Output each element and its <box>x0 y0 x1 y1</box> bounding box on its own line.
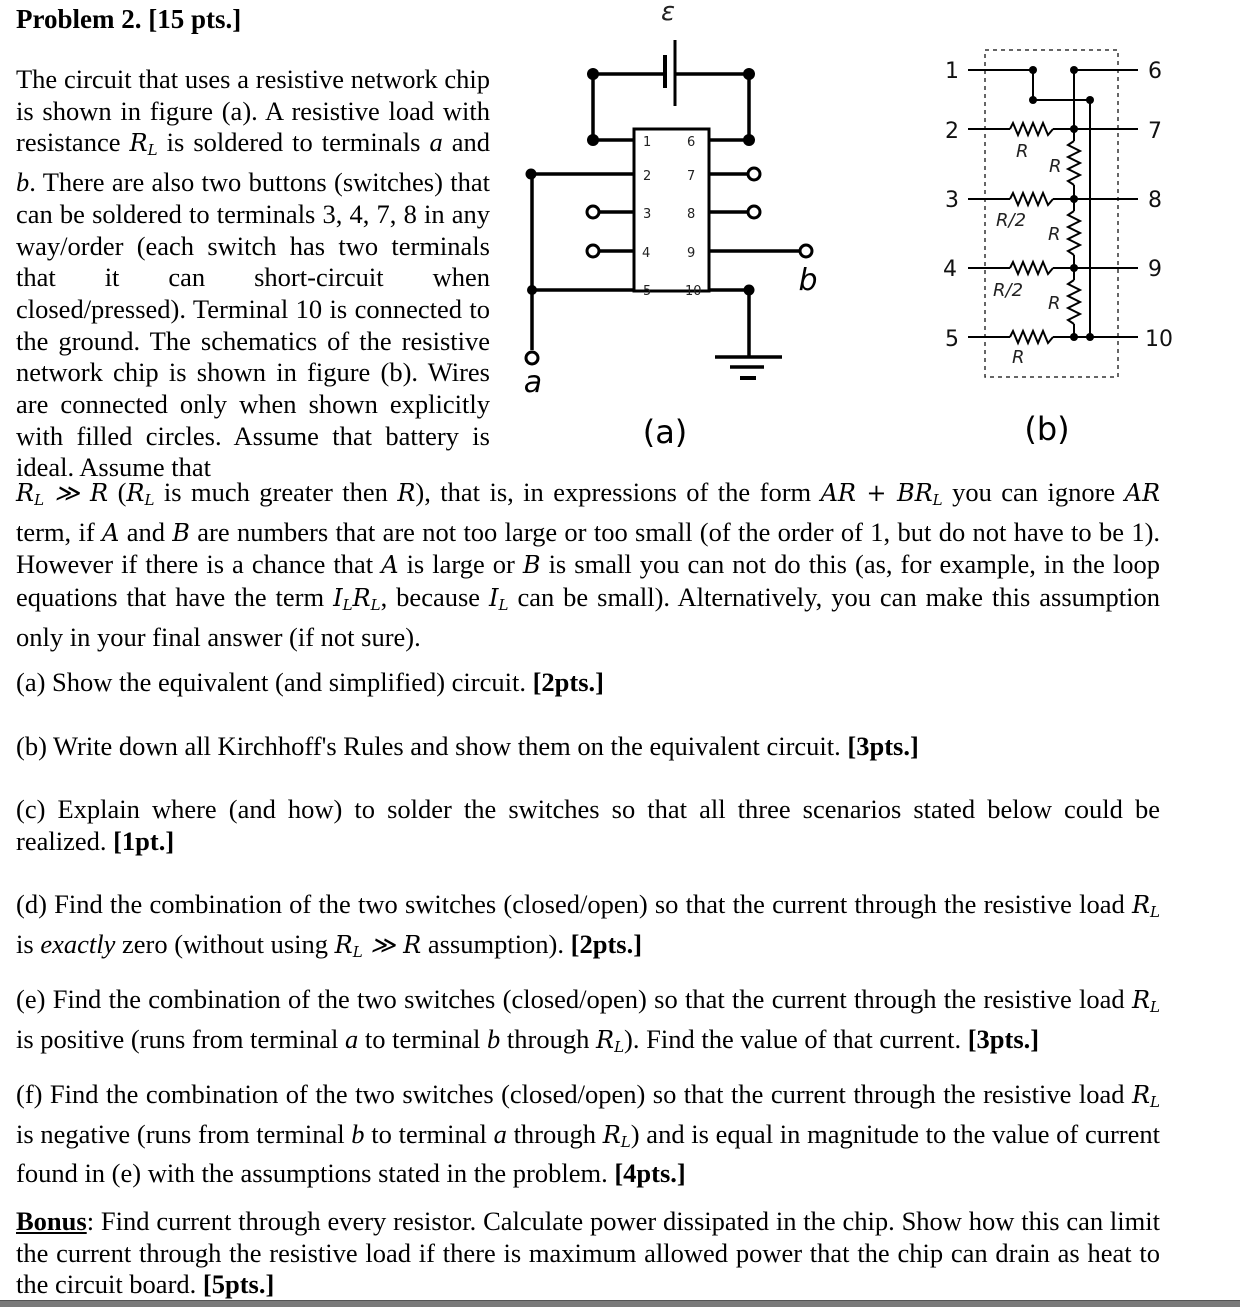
figure-b-caption: (b) <box>1024 410 1070 448</box>
svg-text:5: 5 <box>643 284 652 299</box>
problem-intro: The circuit that uses a resistive network chip is shown in figure (a). A resistive load with resistance $R_L$ is soldered to terminals a and b. There are also two buttons (switches) that can be soldered to terminals 3, 4, 7, 8 in any way/order (each switch has two terminals that it can short-circuit when closed/pressed). Terminal 10 is connected to the ground. The schematics of the resistive network chip is shown in figure (b). Wires are connected only when shown explicitly with filled circles. Assume that battery is ideal. Assume that <box>16 64 491 483</box>
svg-text:5: 5 <box>945 327 959 352</box>
question-d: (d) Find the combination of the two switches (closed/open) so that the current through the resistive load $R_L$ is exactly zero (without using $R_L$ ≫ R assumption). [2pts.] <box>16 889 1160 961</box>
svg-text:R: R <box>1049 156 1062 177</box>
svg-text:6: 6 <box>687 135 696 150</box>
question-c: (c) Explain where (and how) to solder the switches so that all three scenarios stated below could be realized. [1pt.] <box>16 794 1160 856</box>
question-e: (e) Find the combination of the two switches (closed/open) so that the current through the resistive load $R_L$ is positive (runs from terminal a to terminal b through $R_L$). Find the value of that current. [3pts.] <box>16 984 1160 1056</box>
svg-text:10: 10 <box>1145 327 1173 352</box>
svg-text:2: 2 <box>945 119 959 144</box>
figure-b-schematic <box>930 40 1180 460</box>
terminal-a-label: a <box>523 365 543 400</box>
svg-text:4: 4 <box>642 246 651 261</box>
problem-intro-continued: $R_L$ ≫ R ($R_L$ is much greater then R), that is, in expressions of the form AR + $BR_L$ you can ignore AR term, if A and B are numbers that are not too large or too small (of the order of 1, but do not have to be 1). However if there is a chance that A is large or B is small you can not do this (as, for example, in the loop equations that have the term $I_LR_L$, because $I_L$ can be small). Alternatively, you can make this assumption only in your final answer (if not sure). <box>16 477 1161 652</box>
figure-a-caption: (a) <box>642 413 688 451</box>
svg-text:9: 9 <box>687 246 696 261</box>
svg-text:7: 7 <box>687 169 696 184</box>
svg-text:4: 4 <box>943 257 957 282</box>
problem-title: Problem 2. [15 pts.] <box>16 4 242 34</box>
svg-text:R/2: R/2 <box>996 210 1027 231</box>
svg-text:R: R <box>1048 224 1061 245</box>
figure-a-circuit <box>520 0 820 460</box>
svg-text:R: R <box>1048 293 1061 314</box>
svg-text:1: 1 <box>945 59 959 84</box>
emf-label: ε <box>660 0 676 27</box>
svg-text:8: 8 <box>1148 188 1162 213</box>
svg-text:2: 2 <box>643 169 652 184</box>
question-b: (b) Write down all Kirchhoff's Rules and show them on the equivalent circuit. [3pts.] <box>16 731 919 761</box>
svg-text:1: 1 <box>643 135 652 150</box>
svg-text:8: 8 <box>687 207 696 222</box>
math-RL: $R_L$ <box>129 129 158 160</box>
svg-text:R: R <box>1016 141 1029 162</box>
svg-text:R: R <box>1012 347 1025 368</box>
question-a: (a) Show the equivalent (and simplified) circuit. [2pts.] <box>16 667 605 697</box>
question-f: (f) Find the combination of the two switches (closed/open) so that the current through the resistive load $R_L$ is negative (runs from terminal b to terminal a through $R_L$) and is equal in magnitude to the value of current found in (e) with the assumptions stated in the problem. [4pts.] <box>16 1079 1161 1189</box>
svg-text:9: 9 <box>1148 257 1162 282</box>
svg-text:6: 6 <box>1148 59 1162 84</box>
terminal-b-label: b <box>798 263 818 298</box>
svg-text:10: 10 <box>685 284 702 299</box>
svg-text:3: 3 <box>945 188 959 213</box>
svg-text:7: 7 <box>1148 119 1162 144</box>
bonus-question: Bonus: Find current through every resistor. Calculate power dissipated in the chip. Show how this can limit the current through the resistive load if there is maximum allowed power that the chip can drain as heat to the circuit board. [5pts.] <box>16 1206 1160 1300</box>
svg-text:3: 3 <box>643 207 652 222</box>
svg-text:R/2: R/2 <box>993 280 1024 301</box>
